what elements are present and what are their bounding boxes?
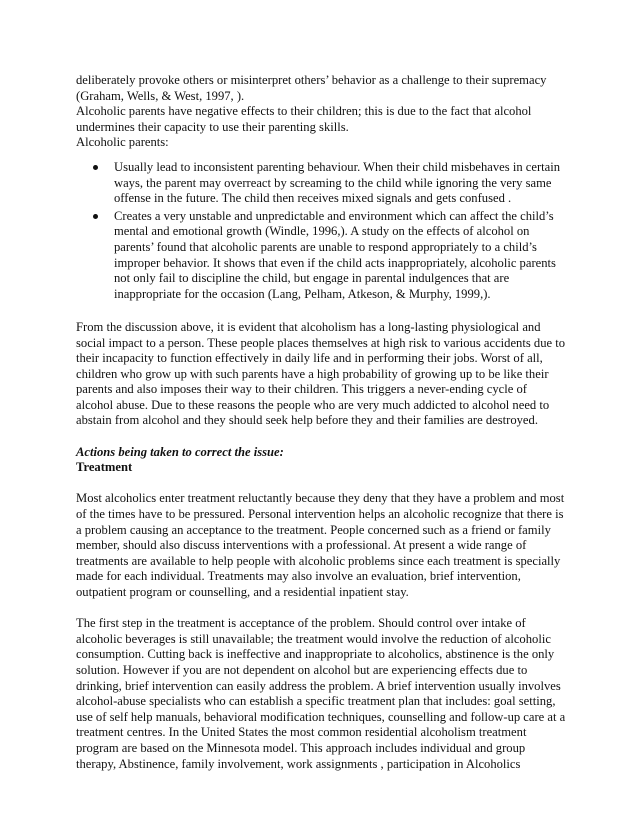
paragraph-gap — [76, 601, 564, 617]
text-line: Alcoholic parents: — [76, 135, 169, 150]
text-line: alcoholic beverages is still unavailable; the treatment would involve the reduction of alcoholic — [76, 631, 551, 646]
paragraph-gap — [76, 304, 564, 320]
text-line: improper behavior. It shows that even if the child acts inappropriately, alcoholic parents — [114, 255, 556, 270]
text-line: therapy, Abstinence, family involvement, work assignments , participation in Alcoholics — [76, 756, 521, 771]
text-line: of the times have to be pressured. Personal intervention helps an alcoholic recognize that there is — [76, 507, 564, 522]
text-line: alcohol abuse. Due to these reasons the people who are very much addicted to alcohol need to — [76, 397, 550, 412]
subheading: Treatment — [76, 460, 133, 475]
text-line: treatments are available to help people with alcoholic problems since each treatment is specially — [76, 553, 561, 568]
first-step-paragraph — [76, 616, 564, 772]
text-line: parents and also imposes their way to their children. This triggers a never-ending cycle of — [76, 382, 528, 397]
text-line: Creates a very unstable and unpredictable and environment which can affect the child’s — [114, 208, 554, 223]
text-line: From the discussion above, it is evident that alcoholism has a long-lasting physiological and — [76, 319, 541, 334]
text-line: member, should also discuss interventions with a professional. At present a wide range of — [76, 538, 527, 553]
text-line: outpatient program or counselling, and a residential inpatient stay. — [76, 585, 409, 599]
bullet-dot-icon — [93, 214, 98, 219]
section-heading: Actions being taken to correct the issue: — [76, 444, 284, 459]
bullet-list — [76, 160, 564, 302]
text-line: ways, the parent may overreact by screaming to the child while ignoring the very same — [114, 175, 552, 190]
text-line: use of self help manuals, behavioral modification techniques, counselling and follow-up care at a — [76, 709, 566, 724]
text-line: treatment centres. In the United States the most common residential alcoholism treatment — [76, 725, 527, 740]
text-line: inappropriate for the occasion (Lang, Pelham, Atkeson, & Murphy, 1999,). — [114, 286, 491, 301]
text-line: drinking, brief intervention can easily address the problem. A brief intervention usually involves — [76, 678, 561, 693]
discussion-paragraph — [76, 320, 564, 429]
text-line: Most alcoholics enter treatment reluctantly because they deny that they have a problem and most — [76, 491, 565, 506]
text-line: consumption. Cutting back is ineffective and inappropriate to alcoholics, abstinence is the only — [76, 647, 555, 662]
text-line: alcohol-abuse specialists who can establish a specific treatment plan that includes: goal setting, — [76, 694, 556, 709]
text-line: solution. However if you are not dependent on alcohol but are experiencing effects due to — [76, 662, 528, 677]
text-line: offense in the future. The child then receives mixed signals and gets confused . — [114, 191, 512, 206]
text-line: their incapacity to function effectively in daily life and in performing their jobs. Worst of all, — [76, 351, 543, 366]
text-line: program are based on the Minnesota model. This approach includes individual and group — [76, 740, 526, 755]
text-line: The first step in the treatment is acceptance of the problem. Should control over intake of — [76, 616, 526, 631]
text-line: not only fail to discipline the child, but engage in parental indulgences that are — [114, 271, 510, 286]
text-line: undermines their capacity to use their parenting skills. — [76, 119, 349, 134]
intro-paragraph — [76, 73, 564, 151]
text-line: abstain from alcohol and they should seek help before they and their families are destroyed. — [76, 413, 538, 428]
text-line: Alcoholic parents have negative effects to their children; this is due to the fact that alcohol — [76, 104, 532, 119]
text-line: Usually lead to inconsistent parenting behaviour. When their child misbehaves in certain — [114, 159, 561, 174]
text-line: mental and emotional growth (Windle, 1996,). A study on the effects of alcohol on — [114, 224, 530, 239]
text-line: (Graham, Wells, & West, 1997, ). — [76, 88, 245, 103]
text-line: social impact to a person. These people places themselves at high risk to various accidents due to — [76, 335, 566, 350]
bullet-item — [76, 209, 564, 303]
paragraph-gap — [76, 476, 564, 492]
paragraph-gap — [76, 429, 564, 445]
text-line: made for each individual. Treatments may also involve an evaluation, brief intervention, — [76, 569, 521, 584]
bullet-item — [76, 160, 564, 207]
page-content — [76, 73, 564, 772]
text-line: children who grow up with such parents have a high probability of growing up to be like their — [76, 366, 549, 381]
text-line: deliberately provoke others or misinterpret others’ behavior as a challenge to their supremacy — [76, 73, 547, 87]
text-line: a problem causing an acceptance to the treatment. People concerned such as a friend or family — [76, 522, 551, 537]
text-line: parents’ found that alcoholic parents are unable to respond appropriately to a child’s — [114, 239, 537, 254]
treatment-paragraph — [76, 491, 564, 600]
bullet-dot-icon — [93, 165, 98, 170]
